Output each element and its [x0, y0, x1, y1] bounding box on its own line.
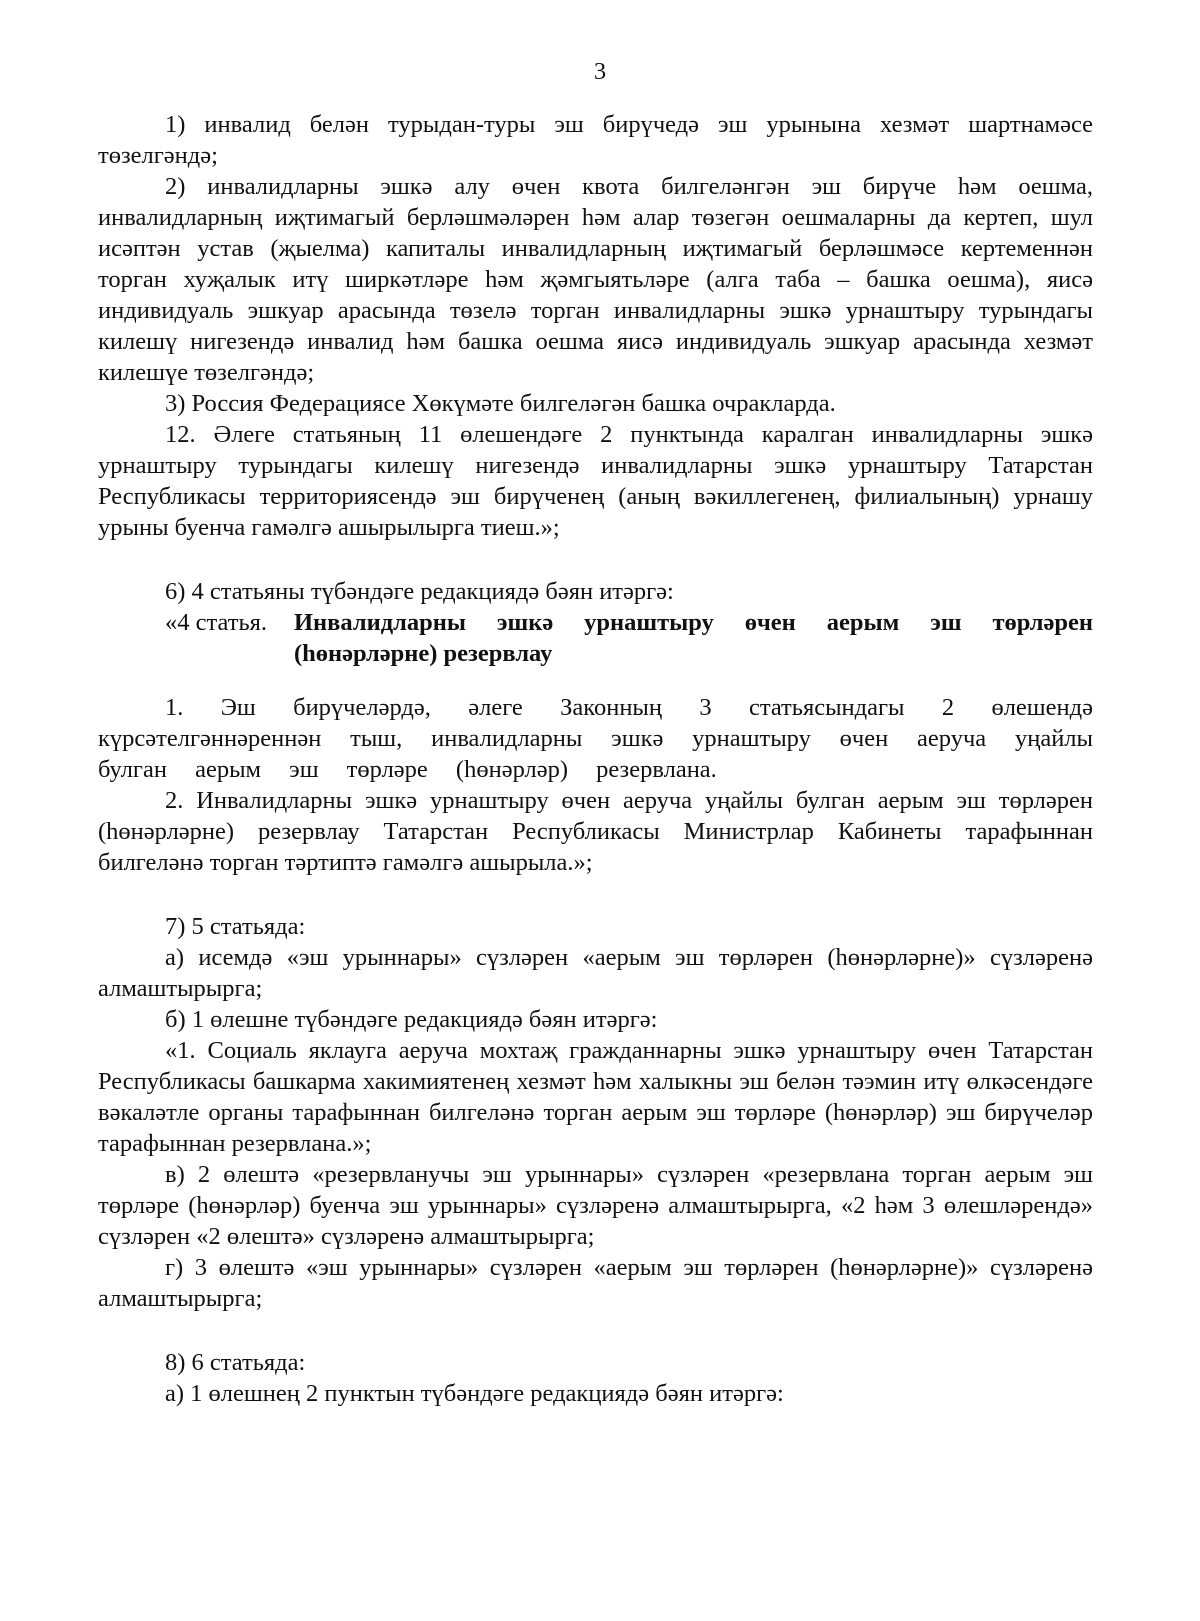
article-4-prefix: «4 статья.	[165, 609, 268, 636]
paragraph-amend-7g: г) 3 өлештә «эш урыннары» сүзләрен «аерым эш төрләрен (һөнәрләрне)» сүзләренә алмаштырырга;	[98, 1254, 1093, 1312]
paragraph-amend-8: 8) 6 статьяда:	[165, 1349, 306, 1376]
spacer	[98, 1314, 1093, 1347]
spacer	[98, 878, 1093, 911]
paragraph-item-3: 3) Россия Федерациясе Хөкүмәте билгеләгән башка очракларда.	[165, 390, 836, 417]
paragraph-item-2: 2) инвалидларны эшкә алу өчен квота билгеләнгән эш бирүче һәм оешма, инвалидларның иҗтимагый берләшмәләрен һәм алар төзегән оешмаларны да кертеп, шул исәптән устав (җыелма) капиталы инвалидларның иҗтимагый берләшмәсе кертеменнән торган хуҗалык итү ширкәтләре һәм җәмгыятьләре (алга таба – башка оешма), яисә индивидуаль эшкуар арасында төзелә торган инвалидларны эшкә урнаштыру турындагы килешү нигезендә инвалид һәм башка оешма яисә индивидуаль эшкуар арасында хезмәт килешүе төзелгәндә;	[98, 173, 1093, 386]
document-body	[98, 109, 1093, 1409]
article-4-title: Инвалидларны эшкә урнаштыру өчен аерым эш төрләрен (һөнәрләрне) резервлау	[294, 609, 1093, 667]
spacer	[98, 543, 1093, 576]
paragraph-amend-7: 7) 5 статьяда:	[165, 913, 306, 940]
paragraph-amend-6: 6) 4 статьяны түбәндәге редакциядә бәян итәргә:	[165, 578, 674, 605]
page-number: 3	[593, 58, 607, 85]
spacer	[98, 669, 1093, 692]
article-4-heading	[98, 607, 1093, 669]
paragraph-item-1: 1) инвалид белән турыдан-туры эш бирүчедә эш урынына хезмәт шартнамәсе төзелгәндә;	[98, 111, 1093, 169]
paragraph-amend-8a: а) 1 өлешнең 2 пунктын түбәндәге редакциядә бәян итәргә:	[165, 1380, 784, 1407]
paragraph-article4-part1: 1. Эш бирүчеләрдә, әлеге Законның 3 статьясындагы 2 өлешендә күрсәтелгәннәреннән тыш, инвалидларны эшкә урнаштыру өчен аеруча уңайлы булган аерым эш төрләре (һөнәрләр) резервлана.	[98, 694, 1093, 783]
paragraph-article4-part2: 2. Инвалидларны эшкә урнаштыру өчен аеруча уңайлы булган аерым эш төрләрен (һөнәрләрне) резервлау Татарстан Республикасы Министрлар Кабинеты тарафыннан билгеләнә торган тәртиптә гамәлгә ашырыла.»;	[98, 787, 1093, 876]
paragraph-amend-7v: в) 2 өлештә «резервланучы эш урыннары» сүзләрен «резервлана торган аерым эш төрләре (һөнәрләр) буенча эш урыннары» сүзләренә алмаштырырга, «2 һәм 3 өлешләрендә» сүзләрен «2 өлештә» сүзләренә алмаштырырга;	[98, 1161, 1093, 1250]
paragraph-article5-part1: «1. Социаль яклауга аеруча мохтаҗ гражданнарны эшкә урнаштыру өчен Татарстан Республикасы башкарма хакимиятенең хезмәт һәм халыкны эш белән тәэмин итү өлкәсендәге вәкаләтле органы тарафыннан билгеләнә торган аерым эш төрләре (һөнәрләр) эш бирүчеләр тарафыннан резервлана.»;	[98, 1037, 1093, 1157]
paragraph-amend-7b: б) 1 өлешне түбәндәге редакциядә бәян итәргә:	[165, 1006, 658, 1033]
paragraph-amend-7a: а) исемдә «эш урыннары» сүзләрен «аерым эш төрләрен (һөнәрләрне)» сүзләренә алмаштырырга;	[98, 944, 1093, 1002]
paragraph-part-12: 12. Әлеге статьяның 11 өлешендәге 2 пунктында каралган инвалидларны эшкә урнаштыру турындагы килешү нигезендә инвалидларны эшкә урнаштыру Татарстан Республикасы территориясендә эш бирүченең (аның вәкиллегенең, филиалының) урнашу урыны буенча гамәлгә ашырылырга тиеш.»;	[98, 421, 1093, 541]
